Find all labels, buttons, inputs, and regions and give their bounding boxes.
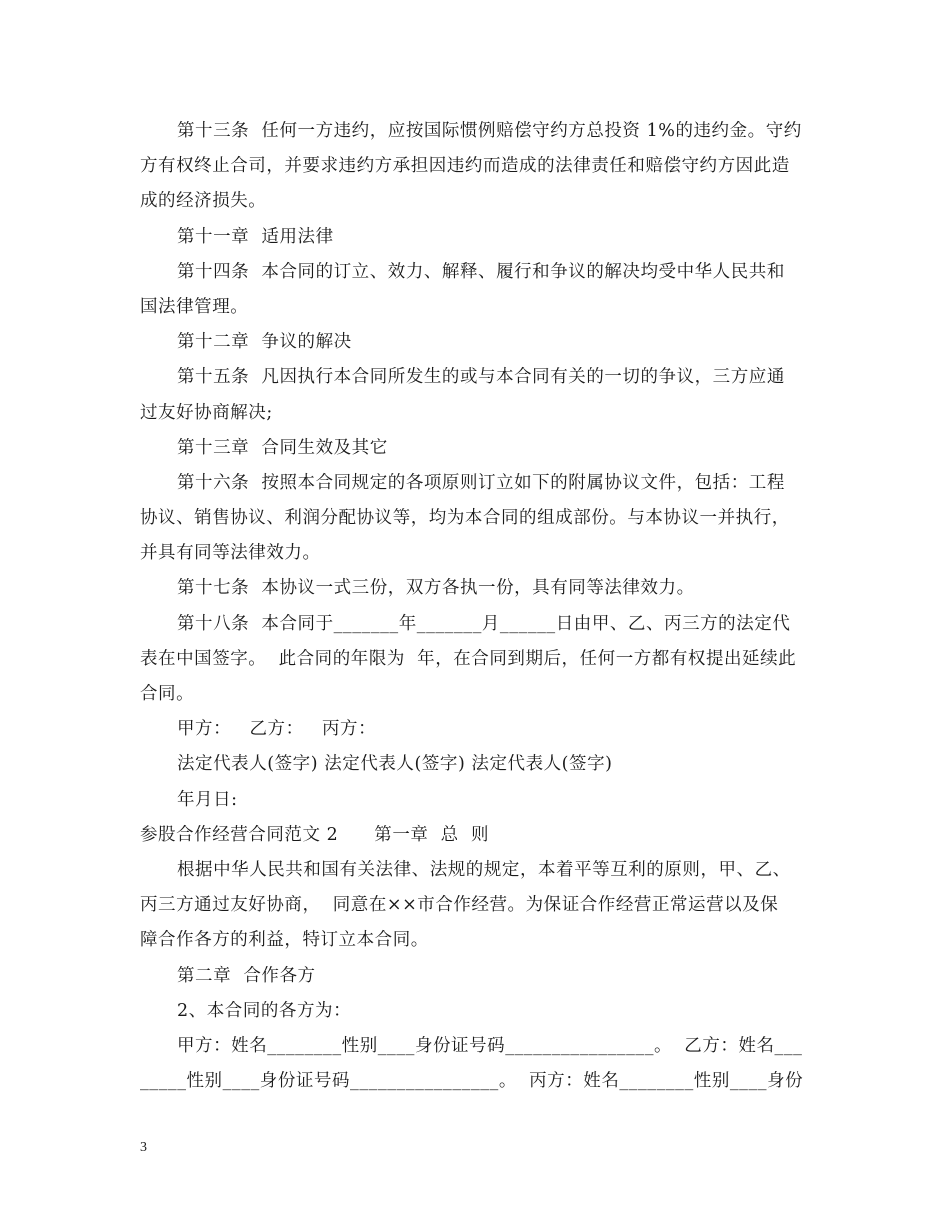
article-13-line-1: 第十三条 任何一方违约，应按国际惯例赔偿守约方总投资 1%的违约金。守约 bbox=[177, 121, 802, 141]
article-15-line-2: 过友好协商解决; bbox=[140, 402, 273, 423]
article-18-line-1: 第十八条 本合同于_______年_______月______日由甲、乙、丙三方的法定代 bbox=[177, 613, 791, 634]
section-title: 参股合作经营合同范文 2 bbox=[140, 824, 339, 845]
article-18-line-3: 合同。 bbox=[140, 684, 195, 704]
parties-intro: 2、本合同的各方为： bbox=[177, 1000, 352, 1021]
article-18-line-2: 表在中国签字。 此合同的年限为 年，在合同到期后，任何一方都有权提出延续此 bbox=[140, 648, 797, 669]
chapter-13-heading: 第十三章 合同生效及其它 bbox=[177, 437, 388, 458]
article-15-line-1: 第十五条 凡因执行本合同所发生的或与本合同有关的一切的争议，三方应通 bbox=[177, 367, 785, 388]
page-number: 3 bbox=[140, 1140, 147, 1155]
page-body bbox=[140, 114, 812, 1099]
chapter-12-heading: 第十二章 争议的解决 bbox=[177, 332, 352, 353]
section-title-line bbox=[140, 818, 812, 853]
article-14-line-2: 国法律管理。 bbox=[140, 296, 249, 317]
article-13-line-3: 成的经济损失。 bbox=[140, 191, 267, 212]
article-13-line-2: 方有权终止合司，并要求违约方承担因违约而造成的法律责任和赔偿守约方因此造 bbox=[140, 156, 790, 177]
article-17-line-1: 第十七条 本协议一式三份，双方各执一份，具有同等法律效力。 bbox=[177, 578, 695, 599]
article-16-line-2: 协议、销售协议、利润分配协议等，均为本合同的组成部份。与本协议一并执行， bbox=[140, 508, 790, 529]
article-16-line-1: 第十六条 按照本合同规定的各项原则订立如下的附属协议文件，包括：工程 bbox=[177, 472, 785, 493]
chapter-1-line-2: 丙三方通过友好协商， 同意在××市合作经营。为保证合作经营正常运营以及保 bbox=[140, 895, 779, 916]
party-info-line-2: _____性别____身份证号码________________。 丙方：姓名________性别____身份 bbox=[140, 1071, 804, 1092]
signatures-line: 法定代表人(签字) 法定代表人(签字) 法定代表人(签字) bbox=[177, 754, 613, 775]
chapter-11-heading: 第十一章 适用法律 bbox=[177, 226, 334, 247]
parties-line: 甲方： 乙方： 丙方： bbox=[177, 719, 377, 740]
chapter-1-line-1: 根据中华人民共和国有关法律、法规的规定，本着平等互利的原则，甲、乙、 bbox=[177, 859, 791, 880]
date-line: 年月日: bbox=[177, 789, 238, 810]
chapter-1-heading: 第一章 总 则 bbox=[374, 824, 489, 845]
article-14-line-1: 第十四条 本合同的订立、效力、解释、履行和争议的解决均受中华人民共和 bbox=[177, 261, 785, 282]
article-16-line-3: 并具有同等法律效力。 bbox=[140, 543, 321, 564]
chapter-1-line-3: 障合作各方的利益，特订立本合同。 bbox=[140, 930, 429, 951]
chapter-2-heading: 第二章 合作各方 bbox=[177, 965, 316, 986]
party-info-line-1: 甲方：姓名________性别____身份证号码________________。 乙方：姓名___ bbox=[177, 1035, 803, 1056]
